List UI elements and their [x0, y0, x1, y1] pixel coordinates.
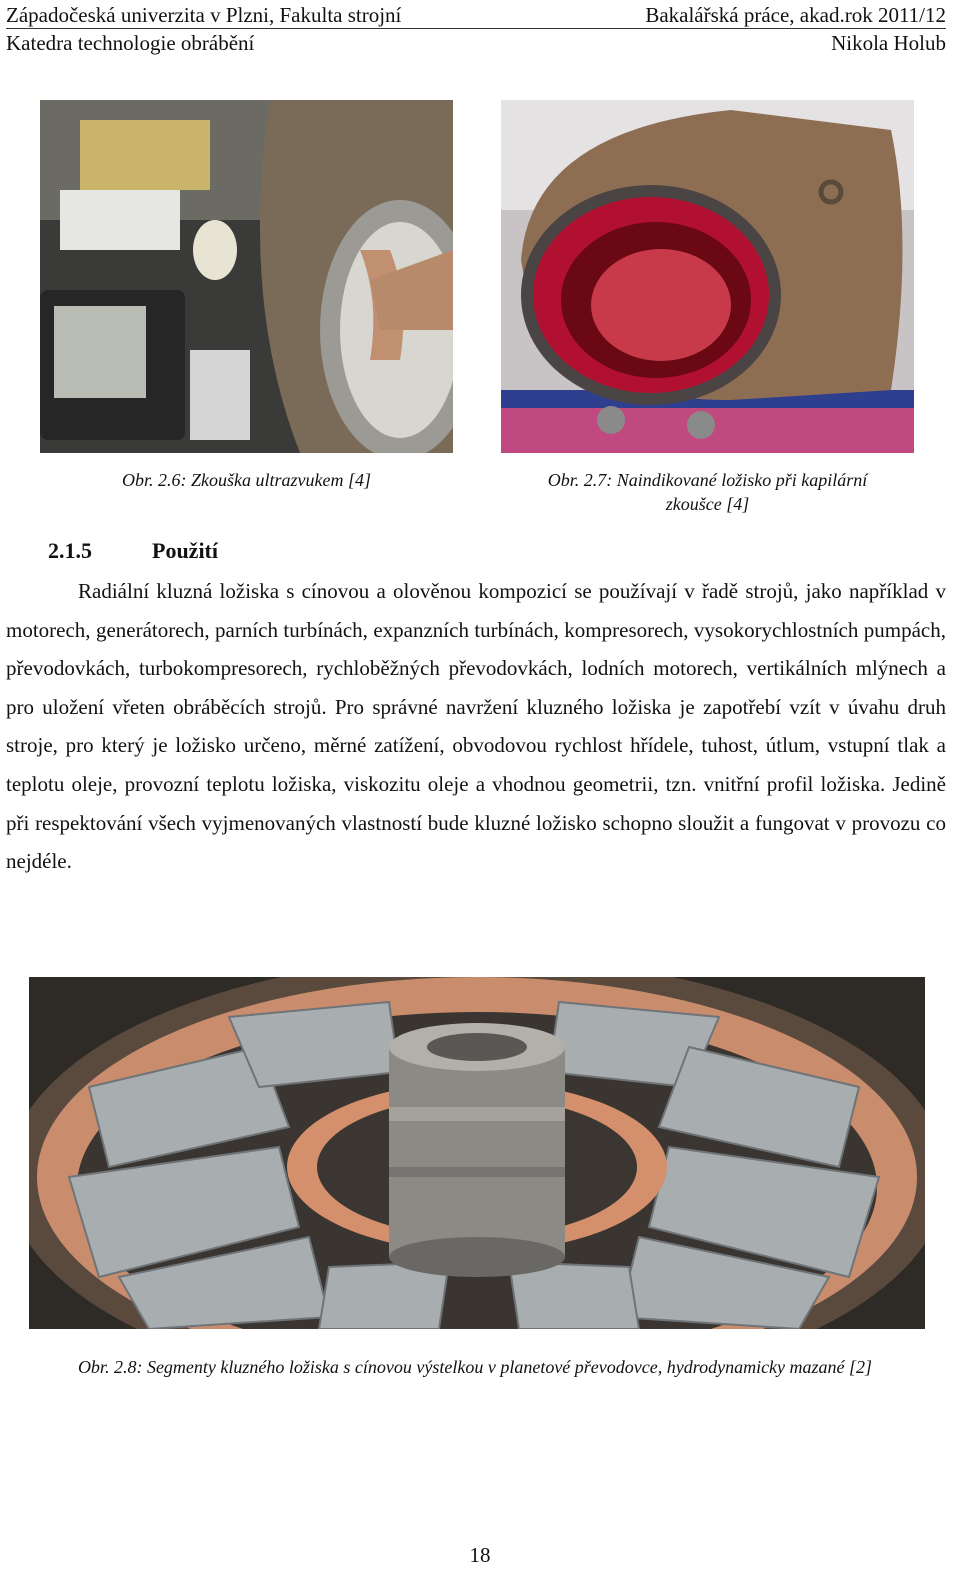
figure-2-8-caption [0, 1355, 950, 1379]
figure-2-6-caption-text: Obr. 2.6: Zkouška ultrazvukem [4] [122, 470, 371, 490]
figure-2-7-caption-line1: Obr. 2.7: Naindikované ložisko při kapilární [547, 470, 868, 490]
header-author: Nikola Holub [831, 31, 946, 55]
figure-ultrasonic-test-photo [40, 100, 453, 453]
section-paragraph: Radiální kluzná ložiska s cínovou a olověnou kompozicí se používají v řadě strojů, jako například v motorech, generátorech, parních turbínách, expanzních turbínách, kompresorech, vysokorychlostních pumpách, převodovkách, turbokompresorech, rychloběžných převodovkách, lodních motorech, vertikálních mlýnech a pro uložení vřeten obráběcích strojů. Pro správné navržení kluzného ložiska je zapotřebí vzít v úvahu druh stroje, pro který je ložisko určeno, měrné zatížení, obvodovou rychlost hřídele, tuhost, útlum, vstupní tlak a teplotu oleje, provozní teplotu ložiska, viskozitu oleje a vhodnou geometrii, tzn. vnitřní profil ložiska. Jedině při respektování všech vyjmenovaných vlastností bude kluzné ložisko schopno sloužit a fungovat v provozu co nejdéle. [6, 579, 946, 874]
figure-2-6-caption [40, 468, 453, 492]
figure-penetrant-bearing-photo [501, 100, 914, 453]
header-thesis-type: Bakalářská práce, akad.rok 2011/12 [645, 3, 946, 27]
page-number: 18 [469, 1543, 491, 1567]
section-title: Použití [152, 538, 218, 563]
page-header [6, 2, 946, 56]
section-heading [48, 538, 218, 564]
header-rule [6, 28, 946, 29]
header-department: Katedra technologie obrábění [6, 31, 255, 55]
figure-2-7-caption-line2: zkoušce [4] [665, 494, 750, 514]
figure-bearing-segments-photo [29, 977, 925, 1329]
figure-2-8-caption-text: Obr. 2.8: Segmenty kluzného ložiska s cínovou výstelkou v planetové převodovce, hydrodynamicky mazané [2] [77, 1357, 873, 1377]
section-number: 2.1.5 [48, 538, 92, 563]
figure-2-7-caption [501, 468, 914, 516]
header-university: Západočeská univerzita v Plzni, Fakulta strojní [6, 3, 402, 27]
